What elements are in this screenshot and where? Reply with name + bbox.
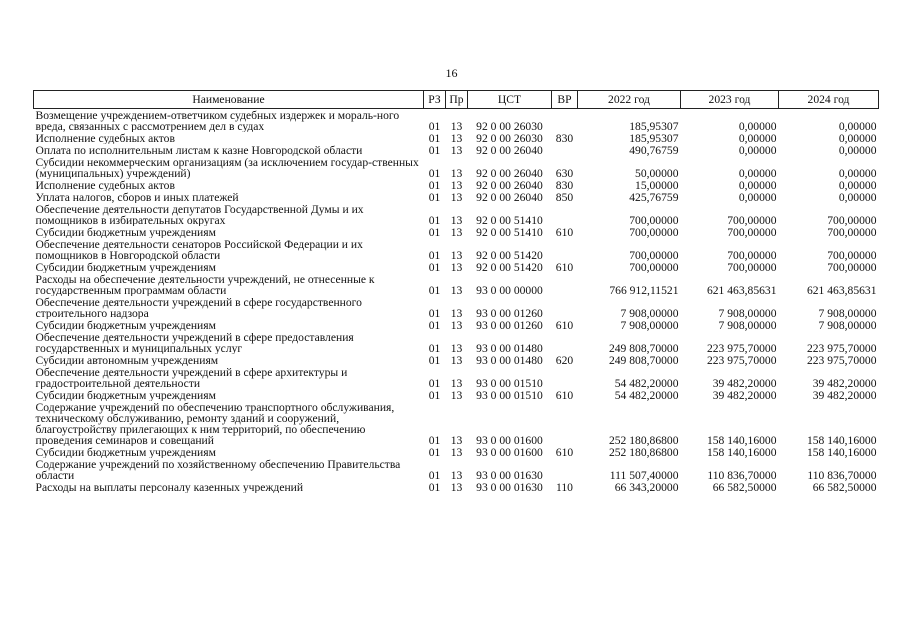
header-vr: ВР xyxy=(552,91,578,109)
table-row xyxy=(34,331,879,354)
table-row xyxy=(34,179,879,191)
cell-2023: 7 908,00000 xyxy=(718,319,777,331)
table-row xyxy=(34,109,879,133)
cell-2023: 39 482,20000 xyxy=(712,389,777,401)
cell-rz: 01 xyxy=(428,132,441,144)
cell-2024: 700,00000 xyxy=(827,249,877,261)
cell-2024: 0,00000 xyxy=(838,191,877,203)
cell-cst: 93 0 00 01510 xyxy=(476,389,543,401)
cell-pr: 13 xyxy=(450,354,463,366)
table-row xyxy=(34,446,879,458)
header-2022: 2022 год xyxy=(578,91,681,109)
cell-vr xyxy=(552,366,578,389)
cell-2023: 0,00000 xyxy=(738,167,777,179)
cell-pr: 13 xyxy=(450,179,463,191)
page-number: 16 xyxy=(445,66,458,80)
cell-2024: 700,00000 xyxy=(827,226,877,238)
cell-name: Субсидии бюджетным учреждениям xyxy=(35,389,216,401)
cell-cst: 93 0 00 01630 xyxy=(476,469,543,481)
cell-2022: 700,00000 xyxy=(629,226,679,238)
cell-pr: 13 xyxy=(450,389,463,401)
cell-vr: 110 xyxy=(556,481,573,493)
cell-vr: 610 xyxy=(555,319,574,331)
cell-2024: 39 482,20000 xyxy=(812,389,877,401)
cell-pr: 13 xyxy=(450,191,463,203)
cell-vr: 630 xyxy=(555,167,574,179)
cell-rz: 01 xyxy=(428,214,441,226)
cell-vr xyxy=(552,109,578,133)
cell-2022: 700,00000 xyxy=(629,249,679,261)
cell-cst: 93 0 00 01260 xyxy=(476,319,543,331)
cell-cst: 93 0 00 01480 xyxy=(476,342,543,354)
cell-2024: 0,00000 xyxy=(838,120,877,132)
cell-2024: 621 463,85631 xyxy=(806,284,877,296)
cell-2023: 0,00000 xyxy=(738,132,777,144)
cell-pr: 13 xyxy=(450,226,463,238)
table-header-row xyxy=(34,91,879,109)
cell-pr: 13 xyxy=(450,434,463,446)
cell-cst: 93 0 00 01630 xyxy=(476,481,543,493)
cell-name: Субсидии автономным учреждениям xyxy=(35,354,219,366)
cell-2024: 0,00000 xyxy=(838,144,877,156)
cell-name: Обеспечение деятельности учреждений в сфере архитектуры и градостроительной деятельности xyxy=(35,366,348,389)
cell-vr xyxy=(552,238,578,261)
cell-rz: 01 xyxy=(428,284,441,296)
cell-vr xyxy=(552,401,578,446)
cell-cst: 92 0 00 26040 xyxy=(476,144,543,156)
cell-2022: 249 808,70000 xyxy=(608,354,679,366)
cell-name: Исполнение судебных актов xyxy=(35,132,175,144)
cell-pr: 13 xyxy=(450,144,463,156)
cell-pr: 13 xyxy=(450,319,463,331)
cell-pr: 13 xyxy=(450,307,463,319)
table-row xyxy=(34,273,879,296)
cell-rz: 01 xyxy=(428,354,441,366)
cell-2022: 111 507,40000 xyxy=(609,469,679,481)
cell-2022: 700,00000 xyxy=(629,214,679,226)
cell-2023: 621 463,85631 xyxy=(706,284,777,296)
cell-2022: 249 808,70000 xyxy=(608,342,679,354)
cell-vr xyxy=(552,144,578,156)
cell-2023: 7 908,00000 xyxy=(718,307,777,319)
cell-name: Обеспечение деятельности учреждений в сфере государственного строительного надзора xyxy=(35,296,362,319)
cell-rz: 01 xyxy=(428,319,441,331)
cell-pr: 13 xyxy=(450,481,463,493)
table-row xyxy=(34,156,879,179)
cell-cst: 92 0 00 51410 xyxy=(476,214,543,226)
cell-2022: 66 343,20000 xyxy=(614,481,679,493)
cell-rz: 01 xyxy=(428,469,441,481)
cell-rz: 01 xyxy=(428,179,441,191)
cell-cst: 93 0 00 01510 xyxy=(476,377,543,389)
cell-2024: 0,00000 xyxy=(838,179,877,191)
cell-name: Субсидии бюджетным учреждениям xyxy=(35,319,216,331)
cell-vr xyxy=(552,331,578,354)
cell-2022: 766 912,11521 xyxy=(609,284,679,296)
cell-name: Субсидии бюджетным учреждениям xyxy=(35,226,216,238)
cell-rz: 01 xyxy=(428,167,441,179)
cell-cst: 92 0 00 51420 xyxy=(476,249,543,261)
cell-rz: 01 xyxy=(428,120,441,132)
table-row xyxy=(34,203,879,226)
table-body xyxy=(34,109,879,494)
table-row xyxy=(34,238,879,261)
cell-cst: 92 0 00 51410 xyxy=(476,226,543,238)
cell-name: Содержание учреждений по обеспечению транспортного обслуживания, техническому обслуживанию, ремонту зданий и сооружений, благоустройству прилегающих к ним территорий, по обеспечению проведения семинаров и совещаний xyxy=(35,401,395,446)
cell-2022: 252 180,86800 xyxy=(608,446,679,458)
table-row xyxy=(34,458,879,481)
cell-2024: 158 140,16000 xyxy=(806,446,877,458)
cell-cst: 92 0 00 26040 xyxy=(476,179,543,191)
cell-cst: 92 0 00 26040 xyxy=(476,191,543,203)
header-2023: 2023 год xyxy=(681,91,779,109)
cell-pr: 13 xyxy=(450,377,463,389)
table-row xyxy=(34,296,879,319)
table-row xyxy=(34,366,879,389)
cell-2022: 15,00000 xyxy=(635,179,679,191)
cell-2023: 0,00000 xyxy=(738,144,777,156)
cell-rz: 01 xyxy=(428,249,441,261)
cell-rz: 01 xyxy=(428,342,441,354)
cell-cst: 93 0 00 00000 xyxy=(476,284,543,296)
cell-rz: 01 xyxy=(428,307,441,319)
cell-2022: 7 908,00000 xyxy=(620,319,679,331)
cell-2024: 223 975,70000 xyxy=(806,354,877,366)
header-pr: Пр xyxy=(446,91,468,109)
cell-name: Содержание учреждений по хозяйственному обеспечению Правительства области xyxy=(35,458,401,481)
cell-2022: 252 180,86800 xyxy=(608,434,679,446)
cell-cst: 92 0 00 26030 xyxy=(476,132,543,144)
cell-cst: 92 0 00 26040 xyxy=(476,167,543,179)
table-row xyxy=(34,226,879,238)
cell-2023: 700,00000 xyxy=(727,261,777,273)
cell-cst: 93 0 00 01600 xyxy=(476,434,543,446)
header-2024: 2024 год xyxy=(779,91,879,109)
cell-2023: 158 140,16000 xyxy=(706,434,777,446)
cell-pr: 13 xyxy=(450,120,463,132)
table-row xyxy=(34,389,879,401)
cell-vr: 610 xyxy=(555,226,574,238)
cell-vr xyxy=(552,203,578,226)
cell-pr: 13 xyxy=(450,167,463,179)
table-row xyxy=(34,191,879,203)
cell-rz: 01 xyxy=(428,434,441,446)
cell-2022: 185,95307 xyxy=(629,120,679,132)
table-row xyxy=(34,481,879,493)
cell-2023: 700,00000 xyxy=(727,226,777,238)
cell-name: Исполнение судебных актов xyxy=(35,179,175,191)
cell-cst: 92 0 00 26030 xyxy=(476,120,543,132)
cell-vr xyxy=(552,296,578,319)
cell-2023: 223 975,70000 xyxy=(706,354,777,366)
cell-pr: 13 xyxy=(450,284,463,296)
cell-vr: 850 xyxy=(555,191,574,203)
cell-2024: 66 582,50000 xyxy=(812,481,877,493)
cell-2023: 39 482,20000 xyxy=(712,377,777,389)
cell-name: Обеспечение деятельности учреждений в сфере предоставления государственных и муниципальных услуг xyxy=(35,331,354,354)
cell-pr: 13 xyxy=(450,249,463,261)
cell-2023: 110 836,70000 xyxy=(707,469,777,481)
cell-2023: 158 140,16000 xyxy=(706,446,777,458)
cell-2024: 700,00000 xyxy=(827,261,877,273)
cell-2023: 700,00000 xyxy=(727,214,777,226)
cell-cst: 93 0 00 01600 xyxy=(476,446,543,458)
table-row xyxy=(34,354,879,366)
table-row xyxy=(34,319,879,331)
cell-rz: 01 xyxy=(428,481,441,493)
header-name: Наименование xyxy=(34,91,424,109)
cell-2023: 223 975,70000 xyxy=(706,342,777,354)
cell-pr: 13 xyxy=(450,342,463,354)
cell-vr: 830 xyxy=(555,132,574,144)
cell-2024: 0,00000 xyxy=(838,167,877,179)
cell-cst: 93 0 00 01260 xyxy=(476,307,543,319)
cell-2024: 158 140,16000 xyxy=(806,434,877,446)
cell-2022: 425,76759 xyxy=(629,191,679,203)
cell-pr: 13 xyxy=(450,214,463,226)
cell-2023: 0,00000 xyxy=(738,179,777,191)
cell-2024: 7 908,00000 xyxy=(818,319,877,331)
table-row xyxy=(34,261,879,273)
cell-2023: 66 582,50000 xyxy=(712,481,777,493)
cell-2024: 110 836,70000 xyxy=(807,469,877,481)
cell-rz: 01 xyxy=(428,144,441,156)
cell-2022: 490,76759 xyxy=(629,144,679,156)
header-rz: РЗ xyxy=(424,91,446,109)
cell-name: Субсидии некоммерческим организациям (за исключением государ-ственных (муниципальных) учреждений) xyxy=(35,156,419,179)
cell-name: Уплата налогов, сборов и иных платежей xyxy=(35,191,239,203)
cell-rz: 01 xyxy=(428,389,441,401)
cell-name: Возмещение учреждением-ответчиком судебных издержек и мораль-ного вреда, связанных с рассмотрением дел в судах xyxy=(35,109,400,132)
cell-vr xyxy=(552,273,578,296)
cell-rz: 01 xyxy=(428,191,441,203)
cell-vr: 610 xyxy=(555,446,574,458)
cell-vr: 620 xyxy=(555,354,574,366)
table-row xyxy=(34,144,879,156)
cell-pr: 13 xyxy=(450,261,463,273)
cell-2024: 700,00000 xyxy=(827,214,877,226)
cell-rz: 01 xyxy=(428,261,441,273)
cell-2022: 54 482,20000 xyxy=(614,389,679,401)
cell-2024: 7 908,00000 xyxy=(818,307,877,319)
cell-2022: 7 908,00000 xyxy=(620,307,679,319)
cell-2024: 39 482,20000 xyxy=(812,377,877,389)
cell-vr: 610 xyxy=(555,389,574,401)
table-row xyxy=(34,401,879,446)
cell-pr: 13 xyxy=(450,446,463,458)
cell-name: Субсидии бюджетным учреждениям xyxy=(35,261,216,273)
cell-name: Оплата по исполнительным листам к казне Новгородской области xyxy=(35,144,363,156)
cell-rz: 01 xyxy=(428,226,441,238)
cell-2023: 0,00000 xyxy=(738,120,777,132)
table-row xyxy=(34,132,879,144)
cell-name: Обеспечение деятельности депутатов Государственной Думы и их помощников в избирательных округах xyxy=(35,203,364,226)
cell-name: Обеспечение деятельности сенаторов Российской Федерации и их помощников в Новгородской области xyxy=(35,238,363,261)
cell-2022: 700,00000 xyxy=(629,261,679,273)
cell-vr xyxy=(552,458,578,481)
budget-table xyxy=(33,90,879,493)
cell-2023: 0,00000 xyxy=(738,191,777,203)
cell-rz: 01 xyxy=(428,446,441,458)
cell-2022: 54 482,20000 xyxy=(614,377,679,389)
cell-name: Расходы на выплаты персоналу казенных учреждений xyxy=(35,481,304,493)
cell-cst: 93 0 00 01480 xyxy=(476,354,543,366)
cell-vr: 610 xyxy=(555,261,574,273)
cell-pr: 13 xyxy=(450,132,463,144)
header-cst: ЦСТ xyxy=(468,91,552,109)
cell-name: Расходы на обеспечение деятельности учреждений, не отнесенные к государственным программам области xyxy=(35,273,375,296)
cell-pr: 13 xyxy=(450,469,463,481)
cell-2023: 700,00000 xyxy=(727,249,777,261)
cell-cst: 92 0 00 51420 xyxy=(476,261,543,273)
cell-2022: 50,00000 xyxy=(635,167,679,179)
cell-name: Субсидии бюджетным учреждениям xyxy=(35,446,216,458)
cell-rz: 01 xyxy=(428,377,441,389)
cell-2024: 223 975,70000 xyxy=(806,342,877,354)
cell-2022: 185,95307 xyxy=(629,132,679,144)
cell-2024: 0,00000 xyxy=(838,132,877,144)
cell-vr: 830 xyxy=(555,179,574,191)
